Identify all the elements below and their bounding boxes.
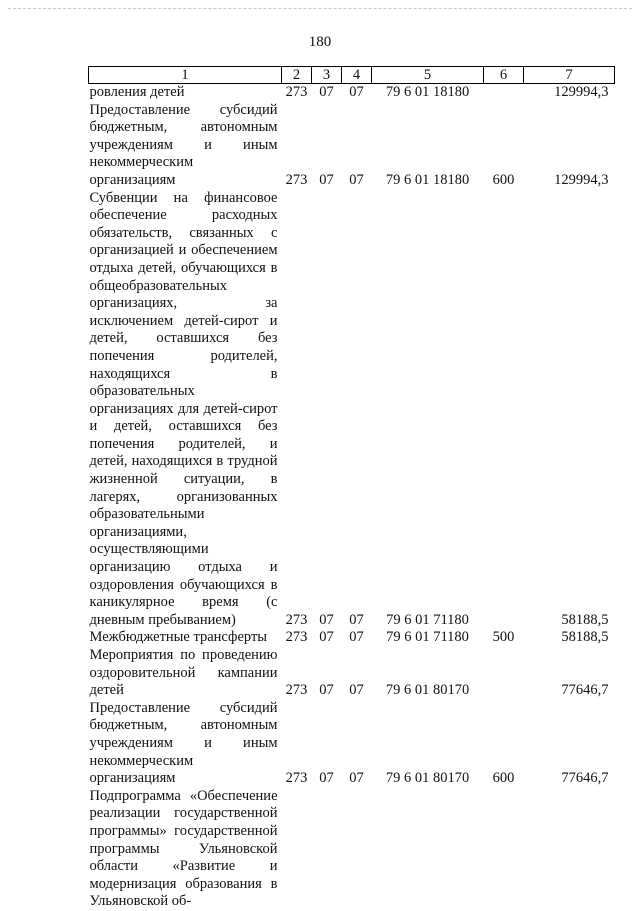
row-expense-type	[484, 190, 524, 630]
header-col-7: 7	[524, 67, 615, 84]
row-expense-type	[484, 647, 524, 700]
row-ministry-code: 273	[285, 171, 308, 188]
row-description: ровления детей	[89, 84, 185, 100]
row-amount: 77646,7	[561, 770, 609, 787]
row-subsection-code: 07	[349, 682, 364, 699]
row-section-code: 07	[319, 611, 334, 628]
row-expense-type	[484, 788, 524, 911]
row-amount: 58188,5	[561, 629, 609, 646]
table-row	[89, 102, 615, 190]
table-row	[89, 788, 615, 911]
row-amount: 77646,7	[561, 682, 609, 699]
row-subsection-code: 07	[349, 770, 364, 787]
header-col-6: 6	[484, 67, 524, 84]
row-target-article: 79 6 01 71180	[386, 629, 469, 646]
row-target-article: 79 6 01 80170	[385, 682, 470, 699]
row-subsection-code: 07	[349, 171, 364, 188]
budget-table	[88, 66, 615, 911]
row-description: Межбюджетные трансферты	[89, 629, 268, 646]
header-col-3: 3	[312, 67, 342, 84]
row-description: Предоставление субсидий бюджетным, автономным учреждениям и иным некоммерческим организациям	[89, 699, 278, 787]
table-row	[89, 629, 615, 647]
row-section-code: 07	[319, 84, 334, 100]
row-expense-type: 600	[492, 171, 515, 188]
table-row	[89, 84, 615, 102]
row-description: Субвенции на финансовое обеспечение расходных обязательств, связанных с организацией и обеспечением отдыха детей, обучающихся в общеобразовательных организациях, за исключением детей-сирот и детей, оставшихся без попечения родителей, находящихся в образовательных организациях для детей-сирот и детей, оставшихся без попечения родителей, и детей, находящихся в трудной жизненной ситуации, в лагерях, организованных образовательными организациями, осуществляющими организацию отдыха и оздоровления обучающихся в каникулярное время (с дневным пребыванием)	[89, 189, 278, 628]
row-target-article	[372, 788, 484, 911]
row-ministry-code: 273	[285, 770, 308, 787]
row-section-code: 07	[319, 682, 334, 699]
row-target-article: 79 6 01 18180	[385, 84, 470, 100]
row-target-article: 79 6 01 80170	[385, 770, 470, 787]
header-col-5: 5	[372, 67, 484, 84]
header-row	[89, 67, 615, 84]
row-ministry-code	[282, 788, 312, 911]
row-subsection-code	[342, 788, 372, 911]
row-target-article: 79 6 01 18180	[385, 171, 470, 188]
row-ministry-code: 273	[285, 629, 308, 646]
row-ministry-code: 273	[285, 84, 308, 100]
top-scan-rule	[8, 8, 632, 9]
header-col-4: 4	[342, 67, 372, 84]
row-section-code: 07	[319, 629, 334, 646]
row-amount: 129994,3	[554, 171, 609, 188]
row-ministry-code: 273	[285, 682, 308, 699]
row-expense-type	[484, 84, 524, 102]
row-section-code: 07	[319, 770, 334, 787]
table-row	[89, 700, 615, 788]
table-row	[89, 647, 615, 700]
row-section-code	[312, 788, 342, 911]
header-col-2: 2	[282, 67, 312, 84]
row-subsection-code: 07	[349, 629, 364, 646]
row-amount: 129994,3	[554, 84, 609, 100]
row-ministry-code: 273	[285, 611, 308, 628]
row-amount: 58188,5	[561, 611, 609, 628]
row-description: Подпрограмма «Обеспечение реализации государственной программы» государственной программы Ульяновской области «Развитие и модернизация образования в Ульяновской об-	[89, 787, 278, 910]
row-subsection-code: 07	[349, 84, 364, 100]
row-expense-type: 600	[492, 770, 515, 787]
row-description: Предоставление субсидий бюджетным, автономным учреждениям и иным некоммерческим организациям	[89, 101, 278, 188]
row-subsection-code: 07	[349, 611, 364, 628]
row-expense-type: 500	[492, 629, 515, 646]
table-row	[89, 190, 615, 630]
row-section-code: 07	[319, 171, 334, 188]
header-col-1: 1	[89, 67, 282, 84]
row-target-article: 79 6 01 71180	[386, 611, 469, 628]
row-description: Мероприятия по проведению оздоровительной кампании детей	[89, 647, 278, 699]
page-number: 180	[308, 34, 332, 50]
row-amount	[524, 788, 615, 911]
